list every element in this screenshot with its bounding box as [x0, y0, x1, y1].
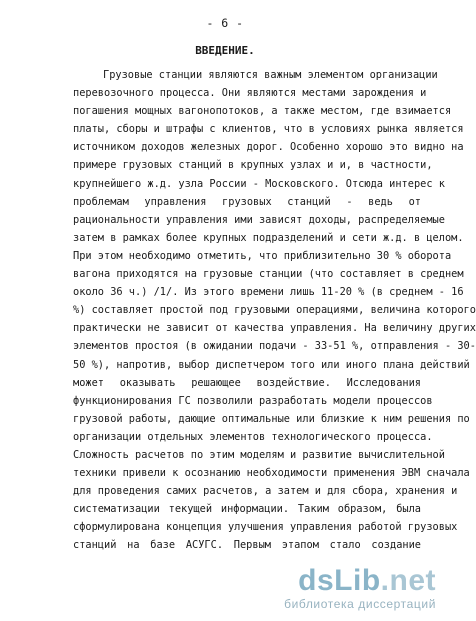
- text-line: организации отдельных элементов технологического процесса.: [73, 430, 433, 443]
- text-line: рациональности управления ими зависят доходы, распределяемые: [73, 213, 445, 226]
- watermark-subtitle: библиотека диссертаций: [284, 597, 436, 611]
- page-number: - 6 -: [206, 16, 244, 30]
- text-line: около 36 ч.) /1/. Из этого времени лишь 11-20 % (в среднем - 16: [73, 286, 464, 299]
- watermark-logo-main: dsLib: [298, 564, 381, 597]
- text-line: систематизации текущей информации. Таким образом, была: [73, 503, 421, 516]
- watermark-logo-tld: .net: [380, 564, 436, 597]
- text-line: вагона приходятся на грузовые станции (что составляет в среднем: [73, 268, 464, 281]
- text-line: 50 %), напротив, выбор диспетчером того или иного плана действий: [73, 358, 470, 371]
- text-line: крупнейшего ж.д. узла России - Московского. Отсюда интерес к: [73, 177, 445, 190]
- text-line: %) составляет простой под грузовыми операциями, величина которого: [73, 304, 476, 317]
- text-line: элементов простоя (в ожидании подачи - 33-51 %, отправления - 30-: [73, 340, 476, 353]
- text-line: перевозочного процесса. Они являются местами зарождения и: [73, 87, 427, 100]
- text-line: сформулирована концепция улучшения управления работой грузовых: [73, 521, 458, 534]
- watermark-logo: [284, 566, 436, 596]
- text-line: платы, сборы и штрафы с клиентов, что в условиях рынка является: [73, 123, 464, 136]
- text-line: техники привели к осознанию необходимости применения ЭВМ сначала: [73, 467, 470, 480]
- text-line: Грузовые станции являются важным элементом организации: [103, 69, 438, 81]
- text-line: практически не зависит от качества управления. На величину других: [73, 322, 476, 335]
- text-line: примере грузовых станций в крупных узлах и и, в частности,: [73, 159, 433, 172]
- text-line: источником доходов железных дорог. Особенно хорошо это видно на: [73, 141, 464, 154]
- text-line: функционирования ГС позволили разработать модели процессов: [73, 394, 433, 407]
- text-line: Сложность расчетов по этим моделям и развитие вычислительной: [73, 448, 445, 461]
- text-line: может оказывать решающее воздействие. Исследования: [73, 376, 421, 389]
- text-line: для проведения самих расчетов, а затем и для сбора, хранения и: [73, 485, 458, 498]
- section-heading: ВВЕДЕНИЕ.: [195, 44, 255, 57]
- text-line: затем в рамках более крупных подразделений и сети ж.д. в целом.: [73, 231, 464, 244]
- text-line: проблемам управления грузовых станций - ведь от: [73, 195, 421, 208]
- text-line: станций на базе АСУГС. Первым этапом стало создание: [73, 539, 421, 552]
- text-line: грузовой работы, дающие оптимальные или близкие к ним решения по: [73, 412, 470, 425]
- body-text: [73, 66, 476, 555]
- text-line: погашения мощных вагонопотоков, а также местом, где взимается: [73, 105, 452, 118]
- text-line: При этом необходимо отметить, что приблизительно 30 % оборота: [73, 249, 452, 262]
- watermark[interactable]: [284, 566, 436, 611]
